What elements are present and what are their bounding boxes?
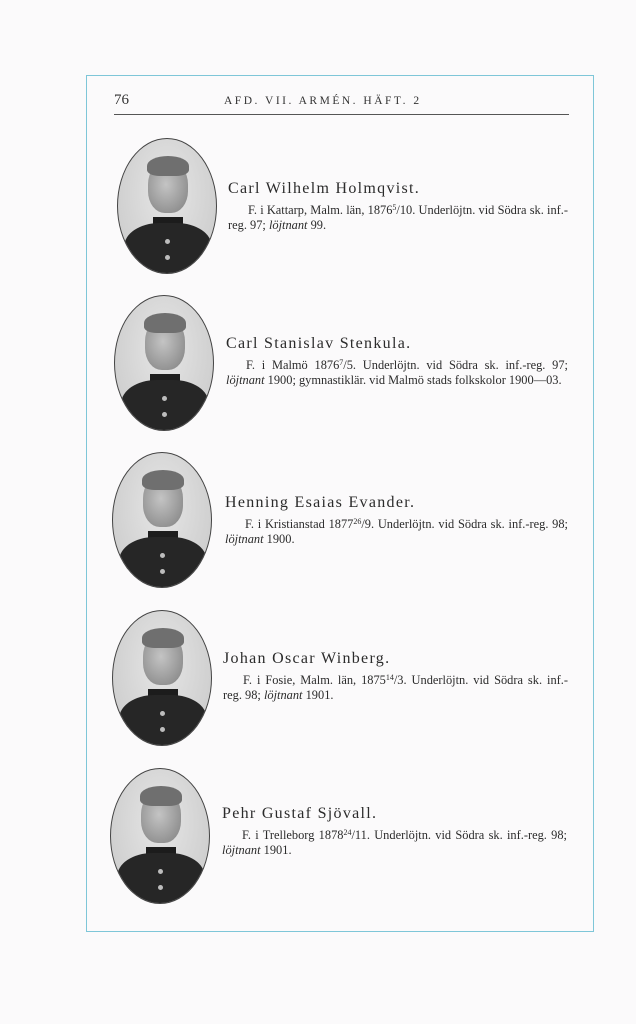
entry-bio: F. i Fosie, Malm. län, 1875$^{14}$/3. Underlöjtn. vid Södra sk. inf.-reg. 98; löjtnant 1901.	[223, 673, 568, 702]
running-head-title: AFD. VII. ARMÉN. HÄFT. 2	[224, 95, 422, 107]
entry-1	[228, 180, 568, 232]
entry-name: Johan Oscar Winberg.	[223, 650, 391, 667]
entry-name: Carl Stanislav Stenkula.	[226, 335, 412, 352]
entry-bio: F. i Malmö 1876$^7$/5. Underlöjtn. vid Södra sk. inf.-reg. 97; löjtnant 1900; gymnastiklär. vid Malmö stads folkskolor 1900—03.	[226, 358, 568, 387]
entry-4	[223, 650, 568, 702]
portrait-photo	[114, 295, 214, 431]
running-head	[114, 92, 569, 115]
entry-2	[226, 335, 568, 387]
page-number: 76	[114, 92, 129, 108]
entry-bio: F. i Kattarp, Malm. län, 1876$^5$/10. Underlöjtn. vid Södra sk. inf.-reg. 97; löjtnant 99.	[228, 203, 568, 232]
portrait-photo	[112, 452, 212, 588]
entry-bio: F. i Trelleborg 1878$^{24}$/11. Underlöjtn. vid Södra sk. inf.-reg. 98; löjtnant 1901.	[222, 828, 567, 857]
entry-3	[225, 494, 568, 546]
portrait-photo	[117, 138, 217, 274]
entry-bio: F. i Kristianstad 1877$^{26}$/9. Underlöjtn. vid Södra sk. inf.-reg. 98; löjtnant 1900.	[225, 517, 568, 546]
portrait-photo	[112, 610, 212, 746]
entry-name: Carl Wilhelm Holmqvist.	[228, 180, 421, 197]
entry-name: Henning Esaias Evander.	[225, 494, 416, 511]
entry-name: Pehr Gustaf Sjövall.	[222, 805, 378, 822]
portrait-photo	[110, 768, 210, 904]
entry-5	[222, 805, 567, 857]
